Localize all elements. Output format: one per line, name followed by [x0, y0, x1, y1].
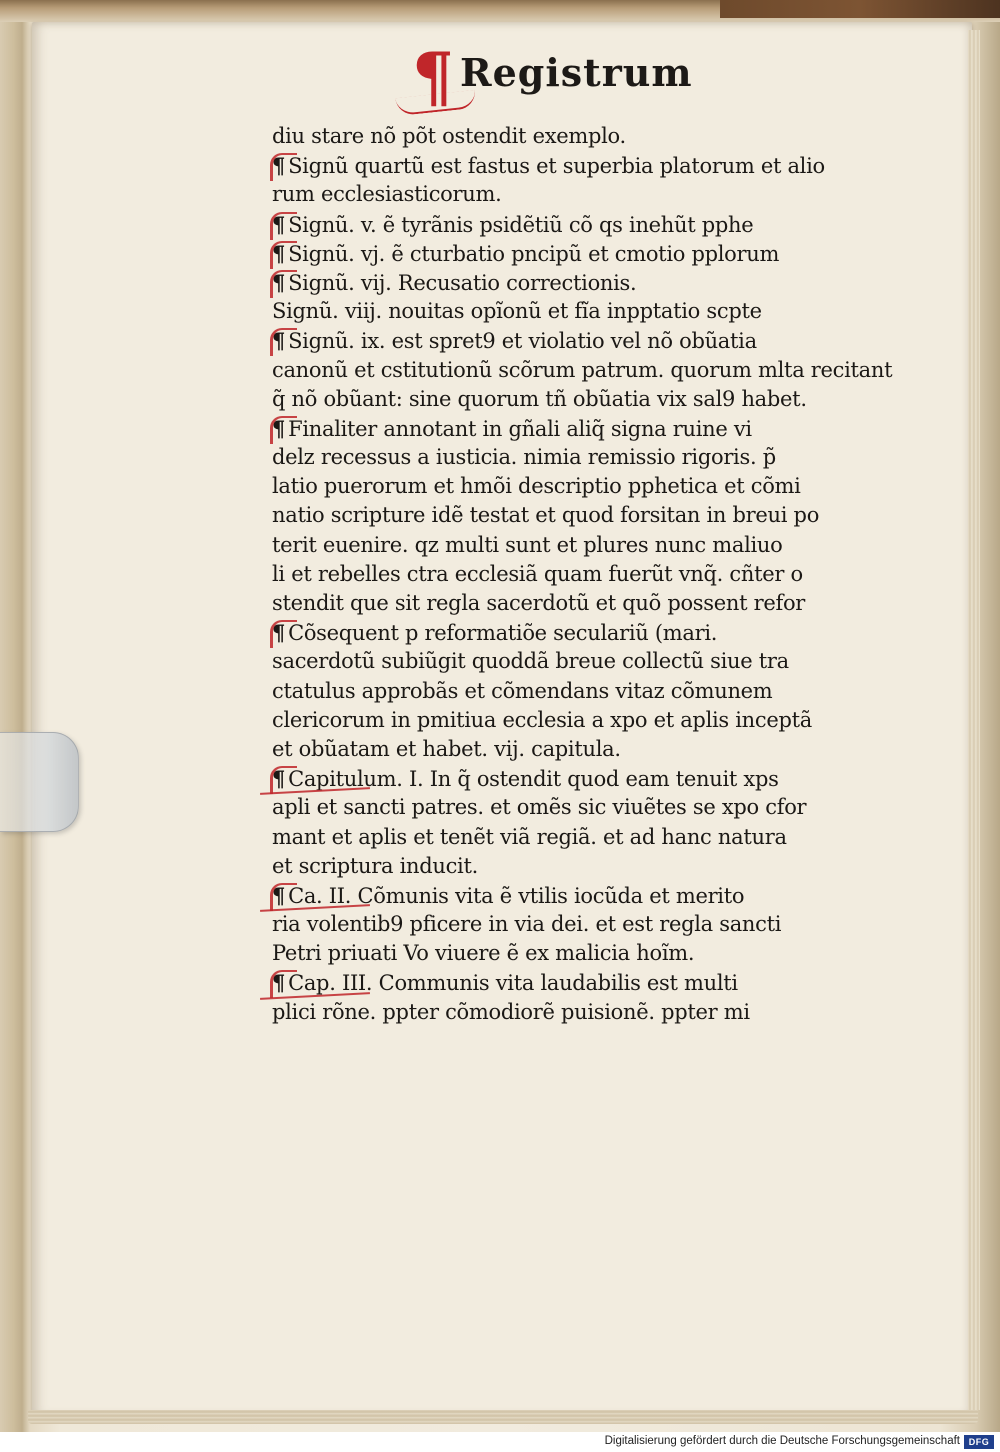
text-line	[272, 297, 862, 326]
text-line	[272, 472, 862, 501]
rubric-stroke	[270, 270, 297, 298]
rubric-stroke	[270, 620, 297, 648]
text-line	[272, 793, 862, 822]
line-text: et scriptura inducit.	[272, 853, 478, 878]
line-text: ria volentib9 pficere in via dei. et est regla sancti	[272, 912, 782, 937]
line-text: clericorum in pmitiua ecclesia a xpo et aplis inceptã	[272, 707, 812, 732]
footer-bar	[0, 1432, 1000, 1452]
text-line	[272, 356, 893, 385]
line-text: Signũ. v. ẽ tyrãnis psidẽtiũ cõ qs inehũt pphe	[288, 212, 754, 237]
line-text: ctatulus approbãs et cõmendans vitaz cõmunem	[272, 678, 773, 703]
paragraph-mark-icon: ¶	[272, 415, 286, 441]
line-text: canonũ et cstitutionũ scõrum patrum. quorum mlta recitant	[272, 357, 893, 382]
text-line	[272, 939, 862, 968]
text-line	[272, 268, 862, 297]
text-line	[272, 443, 862, 472]
text-line	[272, 677, 862, 706]
line-text: terit euenire. qz multi sunt et plures nunc maliuo	[272, 532, 783, 557]
text-line	[272, 647, 862, 676]
line-text: Signũ. viij. nouitas opĩonũ et fĩa inpptatio scpte	[272, 299, 762, 324]
paragraph-mark-icon: ¶	[272, 620, 286, 646]
text-line	[272, 881, 862, 910]
line-text: natio scripture idẽ testat et quod forsitan in breui po	[272, 503, 820, 528]
paragraph-mark-icon: ¶	[272, 970, 286, 996]
text-line	[272, 239, 862, 268]
line-text: Petri priuati Vo viuere ẽ ex malicia hoĩm.	[272, 941, 695, 966]
line-text: Signũ. vij. Recusatio correctionis.	[288, 270, 637, 295]
text-line	[272, 764, 862, 793]
paragraph-mark-icon: ¶	[272, 211, 286, 237]
paragraph-mark-icon: ¶	[272, 328, 286, 354]
page-clip	[0, 732, 79, 832]
paragraph-mark-icon: ¶	[272, 240, 286, 266]
line-text: et obũatam et habet. vij. capitula.	[272, 736, 621, 761]
line-text: Cap. III. Communis vita laudabilis est multi	[288, 971, 738, 996]
rubric-stroke	[270, 328, 297, 356]
text-line	[272, 823, 862, 852]
paragraph-mark-icon: ¶	[272, 882, 286, 908]
text-line	[272, 180, 862, 209]
binding-edge	[720, 0, 1000, 18]
line-text: Finaliter annotant in gñali aliq̃ signa ruine vi	[288, 416, 752, 441]
text-line	[272, 385, 862, 414]
text-line	[272, 560, 862, 589]
line-text: apli et sancti patres. et omẽs sic viuẽtes se xpo cfor	[272, 795, 807, 820]
line-text: Cõsequent p reformatiõe seculariũ (mari.	[288, 621, 718, 646]
rubric-stroke	[270, 970, 297, 998]
line-text: mant et aplis et tenẽt viã regiã. et ad hanc natura	[272, 824, 787, 849]
rubric-stroke	[270, 241, 297, 269]
rubric-stroke	[270, 883, 297, 911]
text-line	[272, 998, 862, 1027]
text-line	[272, 618, 862, 647]
line-text: delz recessus a iusticia. nimia remissio rigoris. p̃	[272, 445, 776, 470]
rubric-stroke	[270, 416, 297, 444]
rubric-stroke	[270, 153, 297, 181]
text-line	[272, 151, 862, 180]
line-text: Signũ. vj. ẽ cturbatio pncipũ et cmotio pplorum	[288, 241, 780, 266]
pilcrow-icon: ¶	[412, 38, 454, 116]
line-text: latio puerorum et hmõi descriptio pphetica et cõmi	[272, 474, 801, 499]
line-text: Capitulum. I. In q̃ ostendit quod eam tenuit xps	[288, 767, 779, 792]
rubric-stroke	[270, 766, 297, 794]
text-line	[272, 968, 862, 997]
fore-edge	[968, 30, 980, 1410]
line-text: rum ecclesiasticorum.	[272, 182, 502, 207]
text-line	[272, 210, 862, 239]
text-line	[272, 326, 862, 355]
text-line	[272, 852, 862, 881]
bottom-edge	[28, 1410, 978, 1424]
rubric-stroke	[270, 212, 297, 240]
line-text: li et rebelles ctra ecclesiã quam fuerũt vnq̃. cñter o	[272, 561, 803, 586]
line-text: Signũ quartũ est fastus et superbia platorum et alio	[288, 154, 825, 179]
line-text: stendit que sit regla sacerdotũ et quõ possent refor	[272, 591, 806, 615]
paragraph-mark-icon: ¶	[272, 766, 286, 792]
line-text: q̃ nõ obũant: sine quorum tñ obũatia vix sal9 habet.	[272, 386, 807, 411]
text-line	[272, 910, 862, 939]
text-line	[272, 706, 862, 735]
text-line	[272, 531, 862, 560]
text-line	[272, 589, 862, 618]
footer-credit: Digitalisierung gefördert durch die Deutsche Forschungsgemeinschaft	[604, 1435, 960, 1447]
text-line	[272, 501, 862, 530]
line-text: Ca. II. Cõmunis vita ẽ vtilis iocũda et merito	[288, 883, 745, 908]
text-line	[272, 735, 862, 764]
text-block	[272, 122, 893, 1027]
page-title: Registrum	[460, 50, 693, 95]
line-text: Signũ. ix. est spret9 et violatio vel nõ obũatia	[288, 329, 757, 354]
line-text: diu stare nõ põt ostendit exemplo.	[272, 124, 626, 148]
dfg-logo: DFG	[964, 1435, 994, 1449]
paragraph-mark-icon: ¶	[272, 153, 286, 179]
text-line	[272, 414, 862, 443]
text-line	[272, 122, 862, 151]
line-text: plici rõne. ppter cõmodiorẽ puisionẽ. ppter mi	[272, 999, 750, 1024]
paragraph-mark-icon: ¶	[272, 269, 286, 295]
line-text: sacerdotũ subiũgit quoddã breue collectũ siue tra	[272, 649, 789, 674]
